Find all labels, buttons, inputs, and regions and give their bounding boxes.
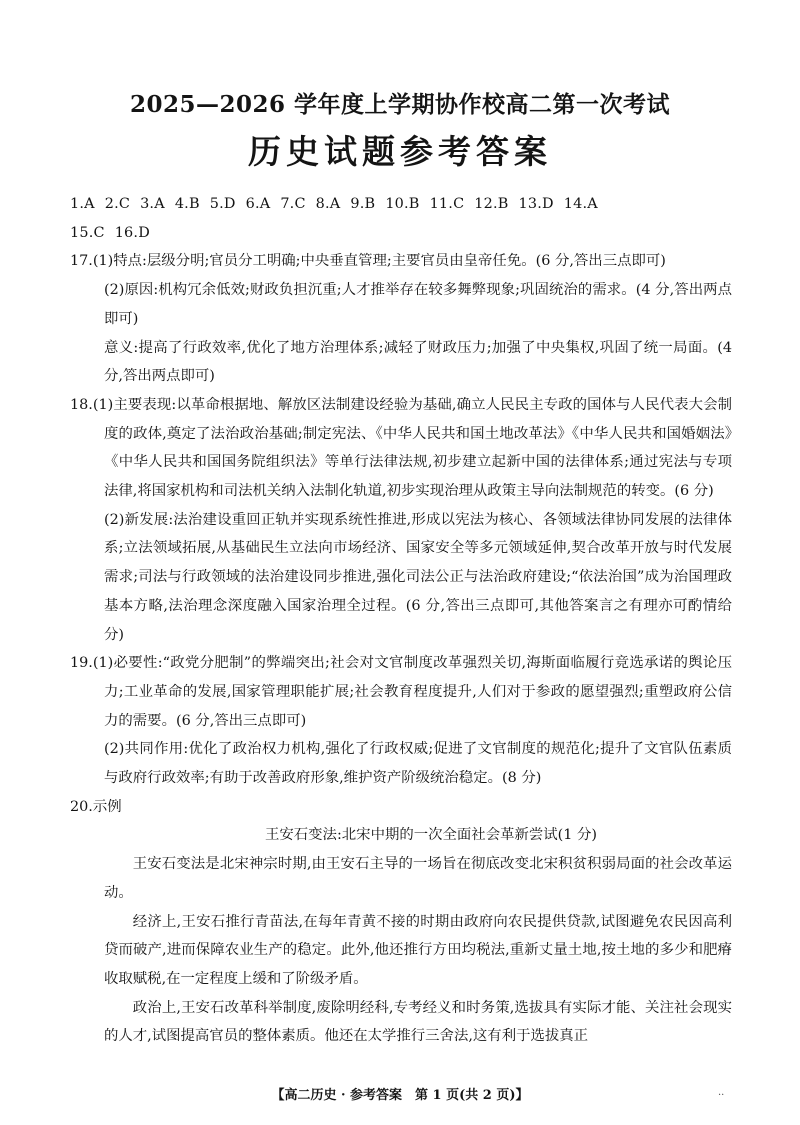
choice-answers-row-2	[70, 219, 732, 248]
q19-part2: (2)共同作用:优化了政治权力机构,强化了行政权威;促进了文官制度的规范化;提升了文官队伍素质与政府行政效率;有助于改善政府形象,维护资产阶级统治稳定。(8 分)	[104, 741, 732, 787]
choice-answer: 1.A	[70, 196, 95, 212]
q17-part1: 17.(1)特点:层级分明;官员分工明确;中央垂直管理;主要官员由皇帝任免。(6 分,答出三点即可)	[70, 253, 666, 270]
answer-key-title: 历史试题参考答案	[248, 132, 552, 171]
choice-answer: 5.D	[209, 196, 236, 212]
choice-answer: 16.D	[114, 224, 150, 241]
choice-answer: 14.A	[563, 196, 598, 212]
q20-label: 20.示例	[70, 798, 122, 815]
choice-answer: 2.C	[104, 196, 131, 212]
choice-answer: 15.C	[70, 224, 105, 241]
q17-significance: 意义:提高了行政效率,优化了地方治理体系;减轻了财政压力;加强了中央集权,巩固了统一局面。(4 分,答出两点即可)	[104, 339, 732, 385]
choice-answer: 4.B	[174, 196, 200, 212]
choice-answer: 3.A	[140, 196, 165, 212]
exam-title: 2025—2026 学年度上学期协作校高二第一次考试	[129, 91, 671, 118]
choice-answers-row-1	[70, 190, 732, 219]
q17-part2: (2)原因:机构冗余低效;财政负担沉重;人才推举存在较多舞弊现象;巩固统治的需求。(4 分,答出两点即可)	[104, 282, 732, 327]
choice-answer: 9.B	[350, 196, 376, 212]
q20-paragraph-intro: 王安石变法是北宋神宗时期,由王安石主导的一场旨在彻底改变北宋积贫积弱局面的社会改革运动。	[104, 856, 732, 901]
q20-paragraph-economy: 经济上,王安石推行青苗法,在每年青黄不接的时期由政府向农民提供贷款,试图避免农民因高利贷而破产,进而保障农业生产的稳定。此外,他还推行方田均税法,重新丈量土地,按土地的多少和肥瘠收取赋税,在一定程度上缓和了阶级矛盾。	[104, 913, 732, 987]
choice-answer: 13.D	[518, 196, 554, 212]
page-footer: 【高二历史 · 参考答案 第 1 页(共 2 页)】	[271, 1088, 529, 1103]
choice-answer: 7.C	[280, 196, 306, 212]
q19-part1: 19.(1)必要性:“政党分肥制”的弊端突出;社会对文官制度改革强烈关切,海斯面临履行竞选承诺的舆论压力;工业革命的发展,国家管理职能扩展;社会教育程度提升,人们对于参政的愿望强烈;重塑政府公信力的需要。(6 分,答出三点即可)	[70, 655, 732, 729]
choice-answer: 10.B	[385, 196, 420, 212]
q20-essay-title: 王安石变法:北宋中期的一次全面社会革新尝试(1 分)	[264, 827, 597, 844]
q20-paragraph-politics: 政治上,王安石改革科举制度,废除明经科,专考经义和时务策,选拔具有实际才能、关注社会现实的人才,试图提高官员的整体素质。他还在太学推行三舍法,这有利于选拔真正	[104, 999, 732, 1045]
choice-answer: 6.A	[245, 196, 271, 212]
corner-mark: ··	[718, 1090, 725, 1101]
choice-answer: 12.B	[474, 196, 509, 212]
choice-answer: 11.C	[429, 196, 465, 212]
choice-answer: 8.A	[315, 196, 341, 212]
q18-part2: (2)新发展:法治建设重回正轨并实现系统性推进,形成以宪法为核心、各领域法律协同发展的法律体系;立法领域拓展,从基础民生立法向市场经济、国家安全等多元领域延伸,契合改革开放与时代发展需求;司法与行政领域的法治建设同步推进,强化司法公正与法治政府建设;“依法治国”成为治国理政基本方略,法治理念深度融入国家治理全过程。(6 分,答出三点即可,其他答案言之有理亦可酌情给分)	[104, 511, 732, 643]
q18-part1: 18.(1)主要表现:以革命根据地、解放区法制建设经验为基础,确立人民民主专政的国体与人民代表大会制度的政体,奠定了法治政治基础;制定宪法、《中华人民共和国土地改革法》《中华人民共和国婚姻法》《中华人民共和国国务院组织法》等单行法律法规,初步建立起新中国的法律体系;通过宪法与专项法律,将国家机构和司法机关纳入法制化轨道,初步实现治理从政策主导向法制规范的转变。(6 分)	[70, 396, 732, 500]
answer-body	[70, 190, 732, 1051]
